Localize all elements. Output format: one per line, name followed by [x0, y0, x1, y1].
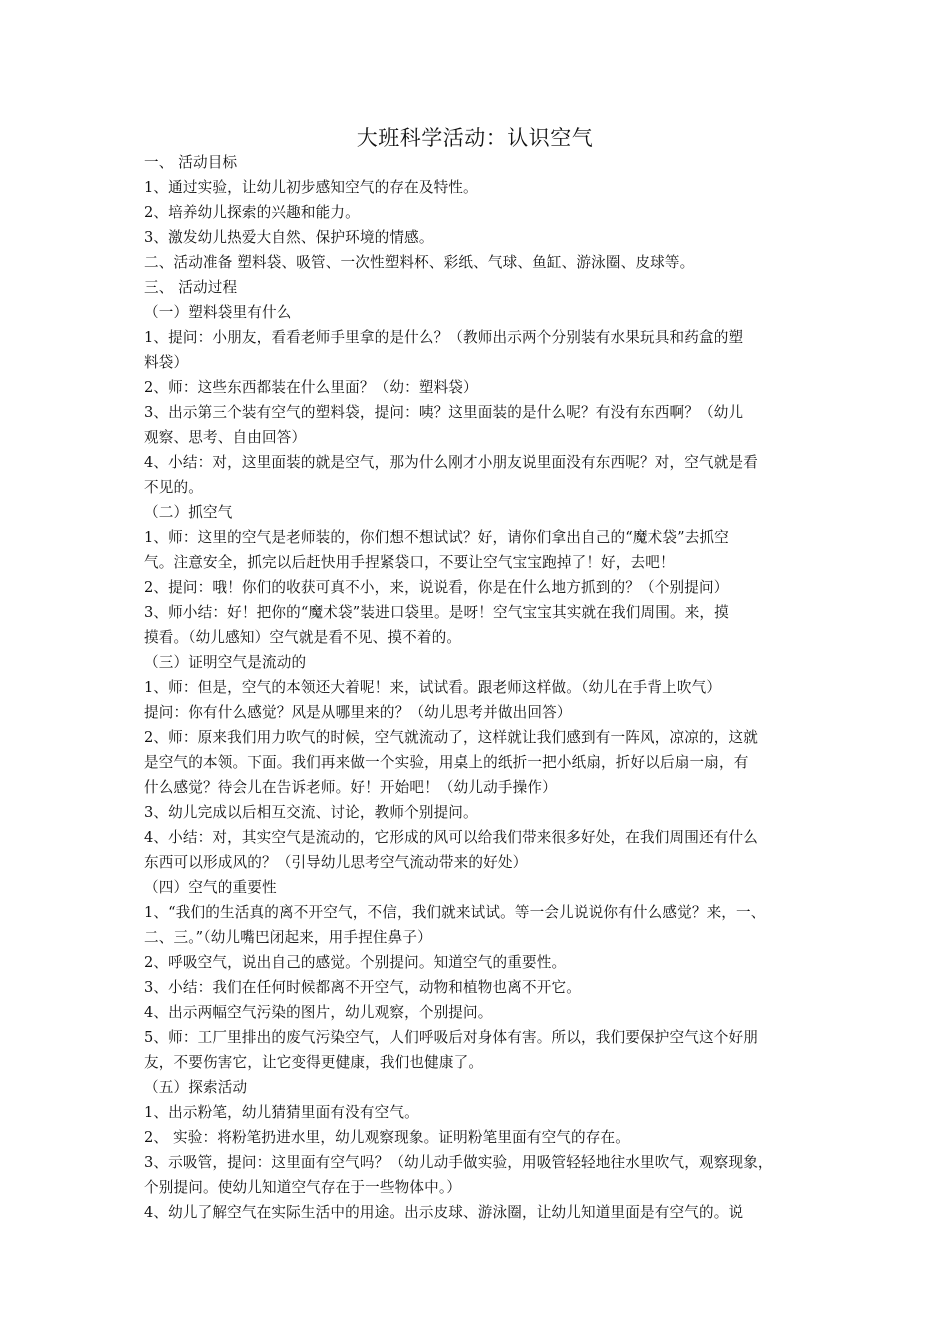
text-line: 是空气的本领。下面。我们再来做一个实验，用桌上的纸折一把小纸扇，折好以后扇一扇，有: [144, 754, 749, 771]
text-line: 什么感觉？待会儿在告诉老师。好！开始吧！（幼儿动手操作）: [144, 779, 557, 796]
text-line: 提问：你有什么感觉？风是从哪里来的？（幼儿思考并做出回答）: [144, 704, 572, 721]
text-line: 东西可以形成风的？（引导幼儿思考空气流动带来的好处）: [144, 854, 528, 871]
text-line: 1、出示粉笔，幼儿猜猜里面有没有空气。: [144, 1104, 419, 1121]
text-line: 料袋）: [144, 354, 189, 371]
text-line: 2、提问：哦！你们的收获可真不小，来，说说看，你是在什么地方抓到的？（个别提问）: [144, 579, 729, 596]
text-line: 4、小结：对，其实空气是流动的，它形成的风可以给我们带来很多好处，在我们周围还有什么: [144, 829, 758, 846]
text-line: 二、三。”（幼儿嘴巴闭起来，用手捏住鼻子）: [144, 929, 432, 946]
text-line: 4、小结：对，这里面装的就是空气，那为什么刚才小朋友说里面没有东西呢？对，空气就是看: [144, 454, 758, 471]
text-line: 摸看。（幼儿感知）空气就是看不见、摸不着的。: [144, 629, 462, 646]
text-line: 气。注意安全，抓完以后赶快用手捏紧袋口，不要让空气宝宝跑掉了！好，去吧！: [144, 554, 675, 571]
text-line: 3、出示第三个装有空气的塑料袋，提问：咦？这里面装的是什么呢？有没有东西啊？（幼儿: [144, 404, 744, 421]
text-line: 3、激发幼儿热爱大自然、保护环境的情感。: [144, 229, 434, 246]
text-line: 2、师：原来我们用力吹气的时候，空气就流动了，这样就让我们感到有一阵风，凉凉的，这就: [144, 729, 758, 746]
text-line: 4、出示两幅空气污染的图片，幼儿观察，个别提问。: [144, 1004, 493, 1021]
text-line: 观察、思考、自由回答）: [144, 429, 307, 446]
text-line: （三）证明空气是流动的: [144, 654, 307, 671]
text-line: 个别提问。使幼儿知道空气存在于一些物体中。）: [144, 1179, 462, 1196]
text-line: 3、幼儿完成以后相互交流、讨论，教师个别提问。: [144, 804, 478, 821]
text-line: 5、师：工厂里排出的废气污染空气，人们呼吸后对身体有害。所以，我们要保护空气这个好朋: [144, 1029, 758, 1046]
text-line: 不见的。: [144, 479, 203, 496]
text-line: 2、培养幼儿探索的兴趣和能力。: [144, 204, 360, 221]
text-line: 2、师：这些东西都装在什么里面？（幼：塑料袋）: [144, 379, 478, 396]
text-line: （二）抓空气: [144, 504, 233, 521]
text-line: 2、 实验：将粉笔扔进水里，幼儿观察现象。证明粉笔里面有空气的存在。: [144, 1129, 631, 1146]
text-line: 1、通过实验，让幼儿初步感知空气的存在及特性。: [144, 179, 478, 196]
text-line: 二、活动准备 塑料袋、吸管、一次性塑料杯、彩纸、气球、鱼缸、游泳圈、皮球等。: [144, 254, 695, 271]
text-line: 3、小结：我们在任何时候都离不开空气，动物和植物也离不开它。: [144, 979, 582, 996]
document-title: 大班科学活动：认识空气: [356, 126, 594, 150]
document-body: [144, 150, 824, 1225]
text-line: 4、幼儿了解空气在实际生活中的用途。出示皮球、游泳圈，让幼儿知道里面是有空气的。说: [144, 1204, 744, 1221]
text-line: 友，不要伤害它，让它变得更健康，我们也健康了。: [144, 1054, 484, 1071]
text-line: 1、师：但是，空气的本领还大着呢！来，试试看。跟老师这样做。（幼儿在手背上吹气）: [144, 679, 722, 696]
text-line: 3、师小结：好！把你的“魔术袋”装进口袋里。是呀！空气宝宝其实就在我们周围。来，摸: [144, 604, 729, 621]
text-line: 1、“我们的生活真的离不开空气，不信，我们就来试试。等一会儿说说你有什么感觉？来，一、: [144, 904, 766, 921]
text-line: 一、 活动目标: [144, 154, 238, 171]
text-line: （四）空气的重要性: [144, 879, 277, 896]
text-line: （一）塑料袋里有什么: [144, 304, 292, 321]
text-line: （五）探索活动: [144, 1079, 248, 1096]
text-line: 2、呼吸空气，说出自己的感觉。个别提问。知道空气的重要性。: [144, 954, 567, 971]
text-line: 3、示吸管，提问：这里面有空气吗？（幼儿动手做实验，用吸管轻轻地往水里吹气，观察现象，: [144, 1154, 773, 1171]
text-line: 1、提问：小朋友，看看老师手里拿的是什么？（教师出示两个分别装有水果玩具和药盒的塑: [144, 329, 744, 346]
text-line: 1、师：这里的空气是老师装的，你们想不想试试？好，请你们拿出自己的“魔术袋”去抓空: [144, 529, 729, 546]
text-line: 三、 活动过程: [144, 279, 238, 296]
